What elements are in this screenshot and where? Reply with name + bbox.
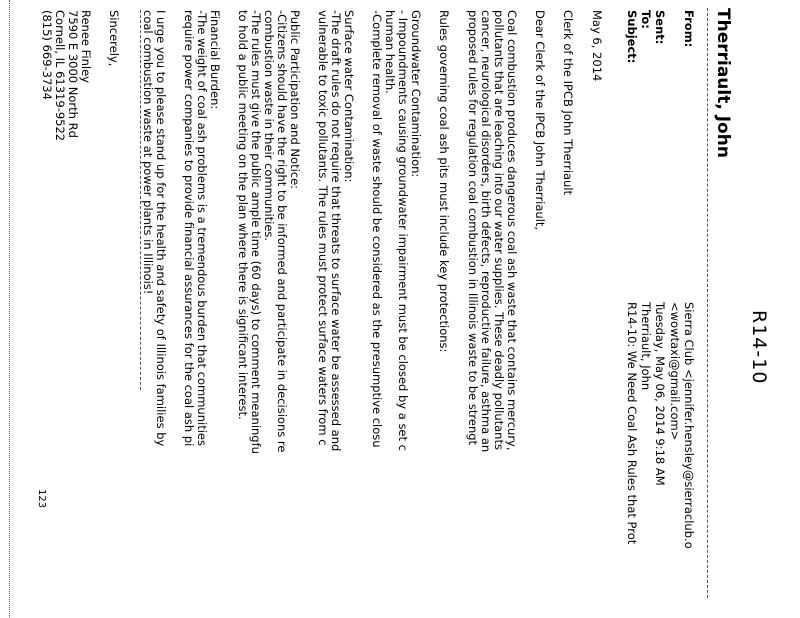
section-line: -The draft rules do not require that threats to surface water be assessed and bbox=[329, 10, 343, 452]
signature-address: 7590 E 3000 North Rd bbox=[66, 10, 80, 138]
section-title-public-participation: Public Participation and Notice: bbox=[288, 10, 302, 190]
signature-phone: (815) 669-3734 bbox=[40, 10, 54, 100]
header-divider bbox=[707, 8, 708, 598]
signature-name: Renee Finley bbox=[79, 10, 93, 83]
section-title-groundwater: Groundwater Contamination: bbox=[409, 10, 423, 178]
intro-line: cancer, neurological disorders, birth defects, reproductive failure, asthma an bbox=[479, 10, 493, 453]
letter-salutation: Dear Clerk of the IPCB John Therriault, bbox=[533, 10, 547, 231]
section-line: -The weight of coal ash problems is a tremendous burden that communities bbox=[195, 10, 209, 446]
sign-off: Sincerely, bbox=[107, 10, 121, 67]
section-title-surface-water: Surface water Contamination: bbox=[342, 10, 356, 183]
section-line: -Citizens should have the right to be informed and participate in decisions re bbox=[275, 10, 289, 453]
from-label: From: bbox=[682, 10, 696, 48]
letter-date: May 6, 2014 bbox=[590, 10, 604, 82]
to-value: Therriault, John bbox=[639, 302, 653, 391]
section-line: require power companies to provide financial assurances for the coal ash pi bbox=[182, 10, 196, 447]
to-label: To: bbox=[639, 10, 653, 29]
closing-line: I urge you to please stand up for the health and safety of Illinois families by bbox=[154, 10, 168, 447]
key-protections-line: Rules governing coal ash pits must include key protections: bbox=[437, 10, 451, 353]
bottom-scan-edge bbox=[9, 0, 10, 618]
section-line: combustion waste in their communities. bbox=[262, 10, 276, 242]
from-value-email: <wowtaxi@gmail.com> bbox=[668, 302, 682, 441]
closing-line: coal combustion waste at power plants in Illinois! bbox=[141, 10, 155, 295]
from-value: Sierra Club <jennifer.hensley@sierraclub.o bbox=[682, 302, 696, 549]
section-line: -The rules must give the public ample time (60 days) to comment meaningfu bbox=[249, 10, 263, 454]
subject-value: R14-10: We Need Coal Ash Rules that Prot bbox=[625, 302, 639, 545]
document-code: R14-10 bbox=[748, 310, 770, 385]
section-line: to hold a public meeting on the plan where there is significant interest. bbox=[236, 10, 250, 420]
sent-value: Tuesday, May 06, 2014 9:18 AM bbox=[653, 302, 667, 486]
sender-name: Therriault, John bbox=[713, 8, 733, 158]
section-line: -Complete removal of waste should be considered as the presumptive closu bbox=[370, 10, 384, 448]
section-title-financial-burden: Financial Burden: bbox=[208, 10, 222, 110]
closing-divider bbox=[140, 10, 141, 390]
page-number: 123 bbox=[36, 489, 47, 509]
intro-line: Coal combustion produces dangerous coal ash waste that contains mercury, bbox=[505, 10, 519, 451]
signature-city: Cornell, IL 61319-9522 bbox=[53, 10, 67, 142]
subject-label: Subject: bbox=[625, 10, 639, 64]
section-line: vulnerable to toxic pollutants. The rules must protect surface waters from c bbox=[316, 10, 330, 446]
sent-label: Sent: bbox=[653, 10, 667, 45]
section-line: human health. bbox=[383, 10, 397, 94]
intro-line: proposed rules for regulation coal combustion in Illinois waste to be strengt bbox=[466, 10, 480, 446]
intro-line: pollutants that are leaching into our water supplies. These deadly pollutants bbox=[492, 10, 506, 450]
letter-recipient: Clerk of the IPCB John Therriault bbox=[561, 10, 575, 196]
section-line: - Impoundments causing groundwater impairment must be closed by a set c bbox=[396, 10, 410, 451]
